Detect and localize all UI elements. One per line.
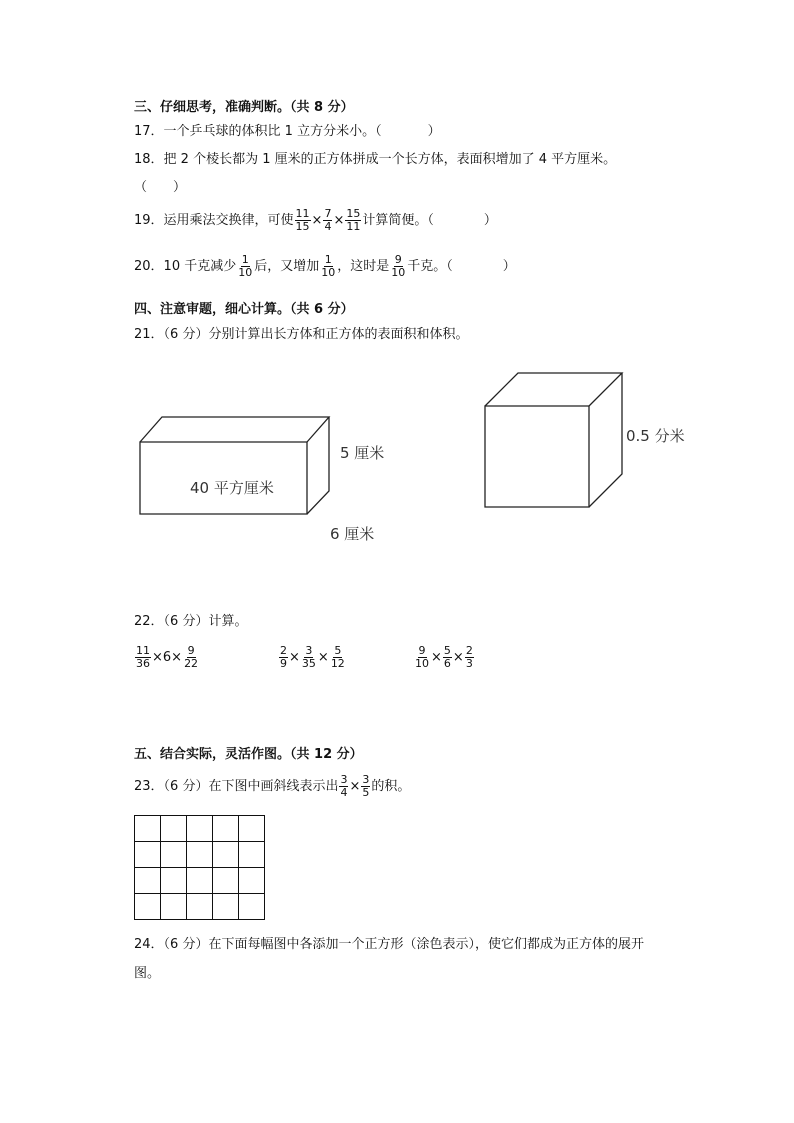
q20-mid-1: 后，又增加 xyxy=(254,259,320,274)
question-21: 21．（6 分）分别计算出长方体和正方体的表面积和体积。 xyxy=(134,327,469,342)
q19-fraction-3: $\frac{15}{11}$ xyxy=(346,207,361,233)
q23-fraction-2: $\frac{3}{5}$ xyxy=(362,773,370,799)
q19-suffix: 计算简便。（ xyxy=(362,213,434,228)
q22-e3-fraction-3: $\frac{2}{3}$ xyxy=(465,644,473,670)
question-22: 22．（6 分）计算。 xyxy=(134,614,248,629)
question-24-line-1: 24．（6 分）在下面每幅图中各添加一个正方形（涂色表示），使它们都成为正方体的展开 xyxy=(134,937,644,952)
q23-prefix: 23．（6 分）在下图中画斜线表示出 xyxy=(134,779,339,794)
q20-close: ） xyxy=(502,259,516,274)
question-24-line-2: 图。 xyxy=(134,966,161,981)
q23-times: × xyxy=(349,779,361,794)
q19-fraction-1: $\frac{11}{15}$ xyxy=(295,207,310,233)
cuboid-height-label: 5 厘米 xyxy=(340,444,385,462)
q22-e3-operator-1: × xyxy=(431,650,442,665)
cuboid-top-face xyxy=(140,417,329,442)
cube-edge-label: 0.5 分米 xyxy=(626,427,685,445)
question-17 xyxy=(134,124,441,140)
q20-prefix: 20．10 千克减少 xyxy=(134,259,237,274)
q20-fraction-1: $\frac{1}{10}$ xyxy=(238,253,253,279)
q20-fraction-3: $\frac{9}{10}$ xyxy=(391,253,406,279)
cuboid-side-face xyxy=(307,417,329,514)
cube-figure xyxy=(485,373,622,507)
q22-e3-operator-2: × xyxy=(452,650,464,665)
q22-expression-1 xyxy=(134,643,200,673)
q22-e2-fraction-2: $\frac{3}{35}$ xyxy=(301,644,316,670)
q22-e2-operator-1: × xyxy=(289,650,300,665)
q23-fraction-1: $\frac{3}{4}$ xyxy=(340,773,348,799)
cube-front-face xyxy=(485,406,589,507)
cube-side-face xyxy=(589,373,622,507)
section5-heading: 五、结合实际，灵活作图。（共 12 分） xyxy=(134,747,363,762)
cuboid-front-face xyxy=(140,442,307,514)
q23-drawing-grid[interactable] xyxy=(134,815,265,920)
q18-paren-open: （ xyxy=(134,180,148,195)
q21-figures xyxy=(130,365,700,555)
q22-e1-fraction-1: $\frac{11}{36}$ xyxy=(136,644,150,670)
q20-suffix: 千克。（ xyxy=(407,259,453,274)
q22-e2-fraction-1: $\frac{2}{9}$ xyxy=(280,644,287,670)
section3-heading: 三、仔细思考，准确判断。（共 8 分） xyxy=(134,100,354,115)
cuboid-face-label: 40 平方厘米 xyxy=(190,479,274,497)
q20-mid-2: ，这时是 xyxy=(337,259,390,274)
q22-e2-fraction-3: $\frac{5}{12}$ xyxy=(330,644,345,670)
q22-expression-3 xyxy=(413,643,475,673)
q19-fraction-2: $\frac{7}{4}$ xyxy=(324,207,332,233)
cuboid-figure xyxy=(140,417,329,514)
q23-suffix: 的积。 xyxy=(371,779,411,794)
q18-answer-paren xyxy=(134,180,186,196)
q17-text: 17．一个乒乓球的体积比 1 立方分米小。（ xyxy=(134,124,382,139)
cube-top-face xyxy=(485,373,622,406)
q19-times-2: × xyxy=(333,213,345,228)
q22-e3-fraction-1: $\frac{9}{10}$ xyxy=(415,644,429,670)
q19-prefix: 19．运用乘法交换律，可使 xyxy=(134,213,294,228)
q19-close: ） xyxy=(483,213,497,228)
question-18: 18．把 2 个棱长都为 1 厘米的正方体拼成一个长方体，表面积增加了 4 平方厘米。 xyxy=(134,152,617,167)
q20-fraction-2: $\frac{1}{10}$ xyxy=(321,253,336,279)
q22-e1-fraction-2: $\frac{9}{22}$ xyxy=(184,644,199,670)
cuboid-length-label: 6 厘米 xyxy=(330,525,375,543)
q18-paren-close: ） xyxy=(173,180,187,195)
q22-e1-operator: ×6× xyxy=(152,650,183,665)
section4-heading: 四、注意审题，细心计算。（共 6 分） xyxy=(134,302,354,317)
q22-e2-operator-2: × xyxy=(317,650,329,665)
q22-expression-2 xyxy=(278,643,347,673)
question-19 xyxy=(134,207,497,235)
question-23 xyxy=(134,772,410,802)
q19-times-1: × xyxy=(311,213,323,228)
q22-e3-fraction-2: $\frac{5}{6}$ xyxy=(443,644,451,670)
question-20 xyxy=(134,252,516,282)
q17-close: ） xyxy=(427,124,441,139)
